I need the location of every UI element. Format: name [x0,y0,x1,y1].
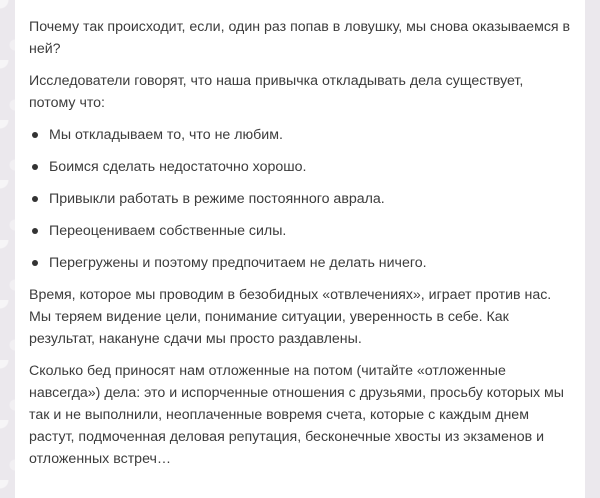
list-item [29,124,571,146]
bullet-dot-icon [32,228,38,234]
list-item [29,188,571,210]
list-item-text: Перегружены и поэтому предпочитаем не делать ничего. [49,255,427,271]
paragraph-question: Почему так происходит, если, один раз попав в ловушку, мы снова оказываемся в ней? [29,19,571,57]
list-item-text: Боимся сделать недостаточно хорошо. [49,159,307,175]
paragraph-consequences: Сколько бед приносят нам отложенные на потом (читайте «отложенные навсегда») дела: это и испорченные отношения с друзьями, просьбу которых мы так и не выполнили, неоплаченные вовремя счета, которые с каждым днем растут, подмоченная деловая репутация, бесконечные хвосты из экзаменов и отложенных встреч… [29,363,565,467]
list-item-text: Переоцениваем собственные силы. [49,223,287,239]
bullet-dot-icon [32,196,38,202]
reasons-list [29,124,571,274]
bullet-dot-icon [32,260,38,266]
paragraph-intro: Исследователи говорят, что наша привычка откладывать дела существует, потому что: [29,73,524,111]
bullet-dot-icon [32,164,38,170]
paragraph-distractions: Время, которое мы проводим в безобидных «отвлечениях», играет против нас. Мы теряем видение цели, понимание ситуации, уверенность в себе. Как результат, накануне сдачи мы просто раздавлены. [29,287,552,347]
list-item-text: Мы откладываем то, что не любим. [49,127,283,143]
list-item-text: Привыкли работать в режиме постоянного аврала. [49,191,385,207]
bullet-dot-icon [32,132,38,138]
list-item [29,252,571,274]
list-item [29,156,571,178]
article-card [15,0,585,498]
list-item [29,220,571,242]
